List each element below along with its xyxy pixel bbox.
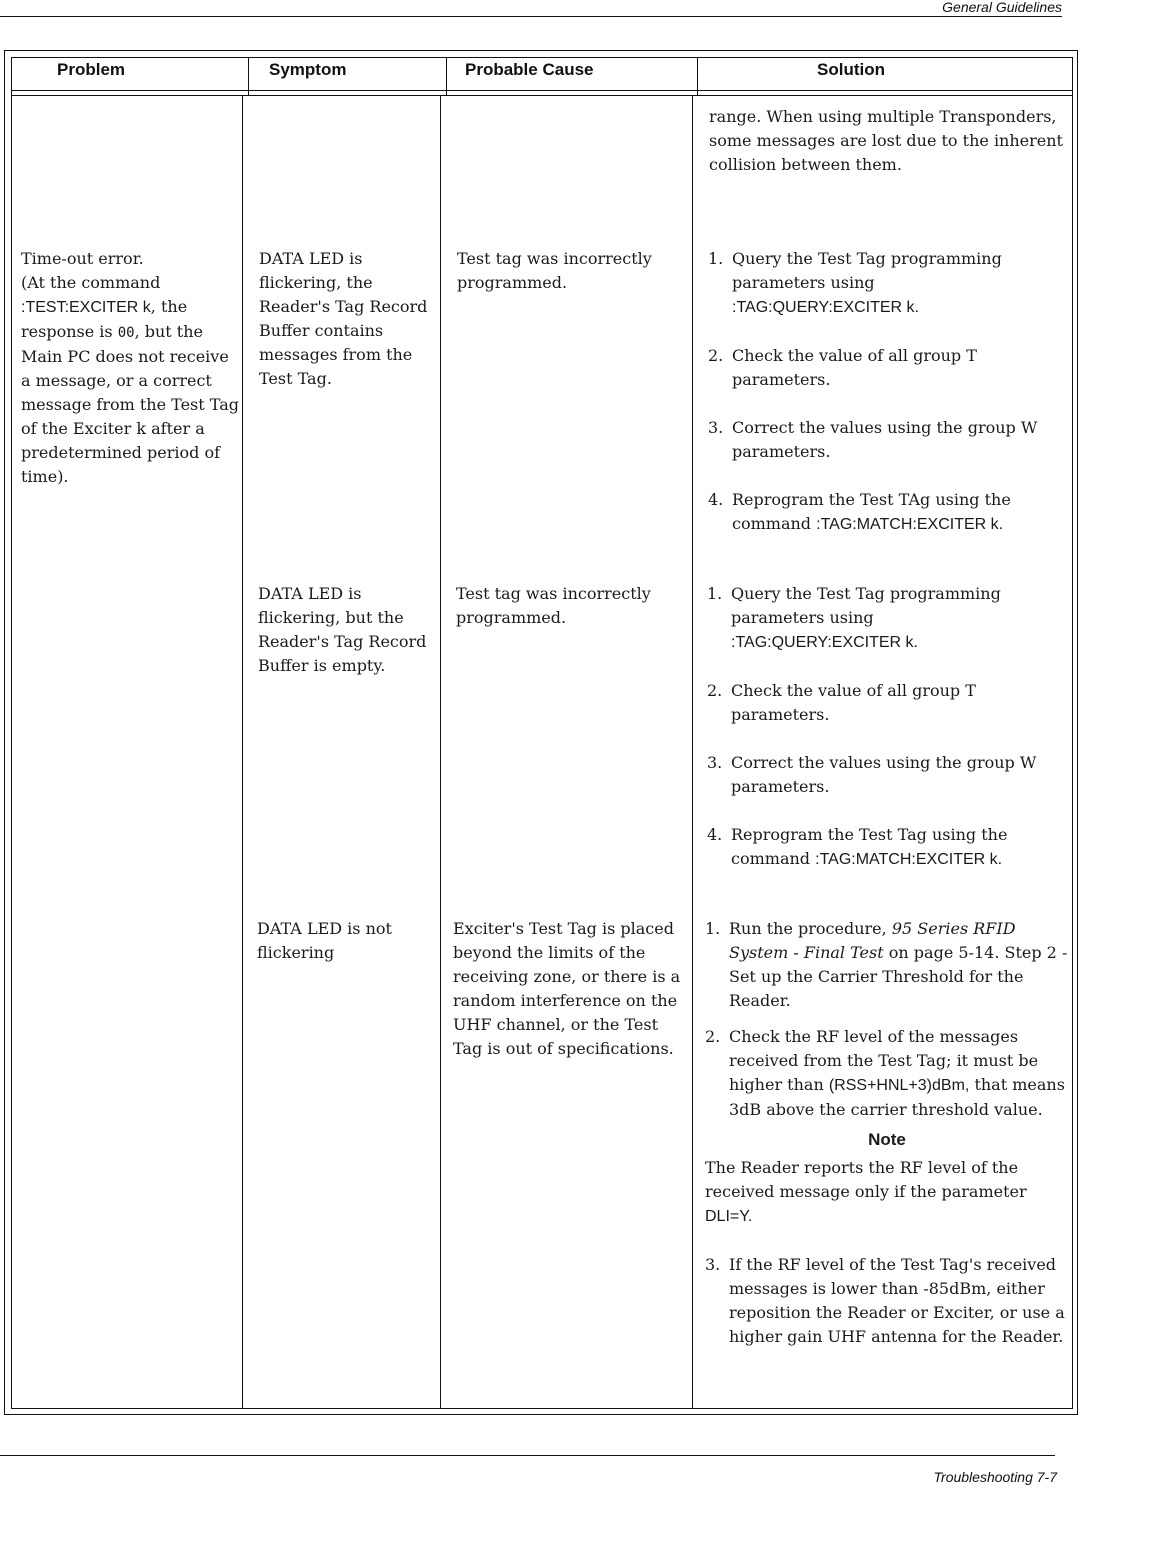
row1-step-1 [708,247,1070,320]
row1-step-4-command: :TAG:MATCH:EXCITER k. [816,516,1004,533]
row1-step-3 [708,416,1070,464]
column-header-probable-cause: Probable Cause [465,60,594,79]
column-rule-2 [446,57,447,95]
row2-step-2-number: 2. [707,681,723,700]
row1-step-4 [708,488,1070,537]
running-footer: Troubleshooting 7-7 [933,1469,1057,1485]
row2-symptom: DATA LED is flickering, but the Reader's Tag Record Buffer is empty. [258,584,427,675]
row1-step-2 [708,344,1070,392]
row2-cause: Test tag was incorrectly programmed. [456,584,651,627]
row3-step-1-number: 1. [705,919,721,938]
row3-step-2-formula: (RSS+HNL+3)dBm, [828,1077,970,1094]
row2-step-1 [707,582,1069,655]
row3-step-1-reference: 95 Series RFID System - Final Test [729,919,1016,962]
row3-cause: Exciter's Test Tag is placed beyond the limits of the receiving zone, or there is a random interference on the UHF channel, or the Test Tag is out of specifications. [453,919,681,1058]
row2-step-4-number: 4. [707,825,723,844]
row2-step-1-text: Query the Test Tag programming parameters using [731,584,1001,627]
row2-step-3-text: Correct the values using the group W parameters. [731,753,1037,796]
problem-line-1: Time-out error. [21,249,144,268]
row1-step-2-text: Check the value of all group T parameters. [732,346,977,389]
row1-cause: Test tag was incorrectly programmed. [457,249,652,292]
column-rule-1 [248,57,249,95]
header-rule [0,16,1062,17]
note-text: The Reader reports the RF level of the received message only if the parameter [705,1158,1027,1201]
row3-step-2-text-a: Check the RF level of the messages received from the Test Tag; it must be higher than [729,1027,1039,1094]
row3-step-1 [705,917,1069,1013]
row2-step-4 [707,823,1069,872]
row2-solution [707,582,1069,872]
row1-step-1-text: Query the Test Tag programming parameters using [732,249,1002,292]
problem-cell [21,247,239,489]
problem-text-a: (At the command [21,273,161,292]
row3-step-2-number: 2. [705,1027,721,1046]
problem-text-b: , the response is [21,297,188,341]
row2-step-2 [707,679,1069,727]
row1-step-4-number: 4. [708,490,724,509]
row3-step-2 [705,1025,1069,1122]
row1-step-1-command: :TAG:QUERY:EXCITER k. [732,299,919,316]
row3-step-1-text-b: on page 5-14. Step 2 - Set up the Carrier Threshold for the Reader. [729,943,1068,1010]
row1-step-3-text: Correct the values using the group W parameters. [732,418,1038,461]
running-header: General Guidelines [942,0,1062,15]
note-body [705,1156,1069,1229]
row2-step-1-command: :TAG:QUERY:EXCITER k. [731,634,918,651]
column-rule-3-body [692,95,693,1409]
header-row-rule-2 [11,95,1073,96]
problem-command: :TEST:EXCITER k [21,299,151,316]
problem-response-code: 00 [117,325,135,341]
row1-step-1-number: 1. [708,249,724,268]
row2-step-1-number: 1. [707,584,723,603]
column-header-problem: Problem [57,60,126,79]
note-parameter: DLI=Y. [705,1208,753,1225]
column-rule-1-body [242,95,243,1409]
row1-symptom: DATA LED is flickering, the Reader's Tag Record Buffer contains messages from the Test Tag. [259,249,428,388]
row3-step-1-text-a: Run the procedure, [729,919,887,938]
note-heading: Note [868,1130,906,1149]
solution-continued: range. When using multiple Transponders, some messages are lost due to the inherent collision between them. [709,107,1063,174]
column-header-symptom: Symptom [269,60,347,79]
row3-symptom: DATA LED is not flickering [257,919,392,962]
row2-step-3 [707,751,1069,799]
column-rule-3 [697,57,698,95]
row2-step-3-number: 3. [707,753,723,772]
row3-solution [705,917,1069,1349]
footer-rule [0,1455,1055,1456]
row3-step-3-text: If the RF level of the Test Tag's received messages is lower than -85dBm, either reposition the Reader or Exciter, or use a higher gain UHF antenna for the Reader. [729,1255,1065,1346]
row1-solution [708,247,1070,537]
column-header-solution: Solution [817,60,885,79]
row3-step-2-text-b: that means 3dB above the carrier threshold value. [729,1075,1065,1119]
problem-description [21,271,239,489]
row1-step-3-number: 3. [708,418,724,437]
row1-step-2-number: 2. [708,346,724,365]
header-row-rule-1 [11,90,1073,91]
row3-step-3 [705,1253,1069,1349]
row2-step-4-text: Reprogram the Test Tag using the command [731,825,1008,868]
row2-step-2-text: Check the value of all group T parameters. [731,681,976,724]
column-rule-2-body [440,95,441,1409]
row2-step-4-command: :TAG:MATCH:EXCITER k. [815,851,1003,868]
row1-step-4-text: Reprogram the Test TAg using the command [732,490,1011,533]
problem-text-c: , but the Main PC does not receive a message, or a correct message from the Test Tag of the Exciter k after a predetermined period of time). [21,322,239,486]
row3-step-3-number: 3. [705,1255,721,1274]
